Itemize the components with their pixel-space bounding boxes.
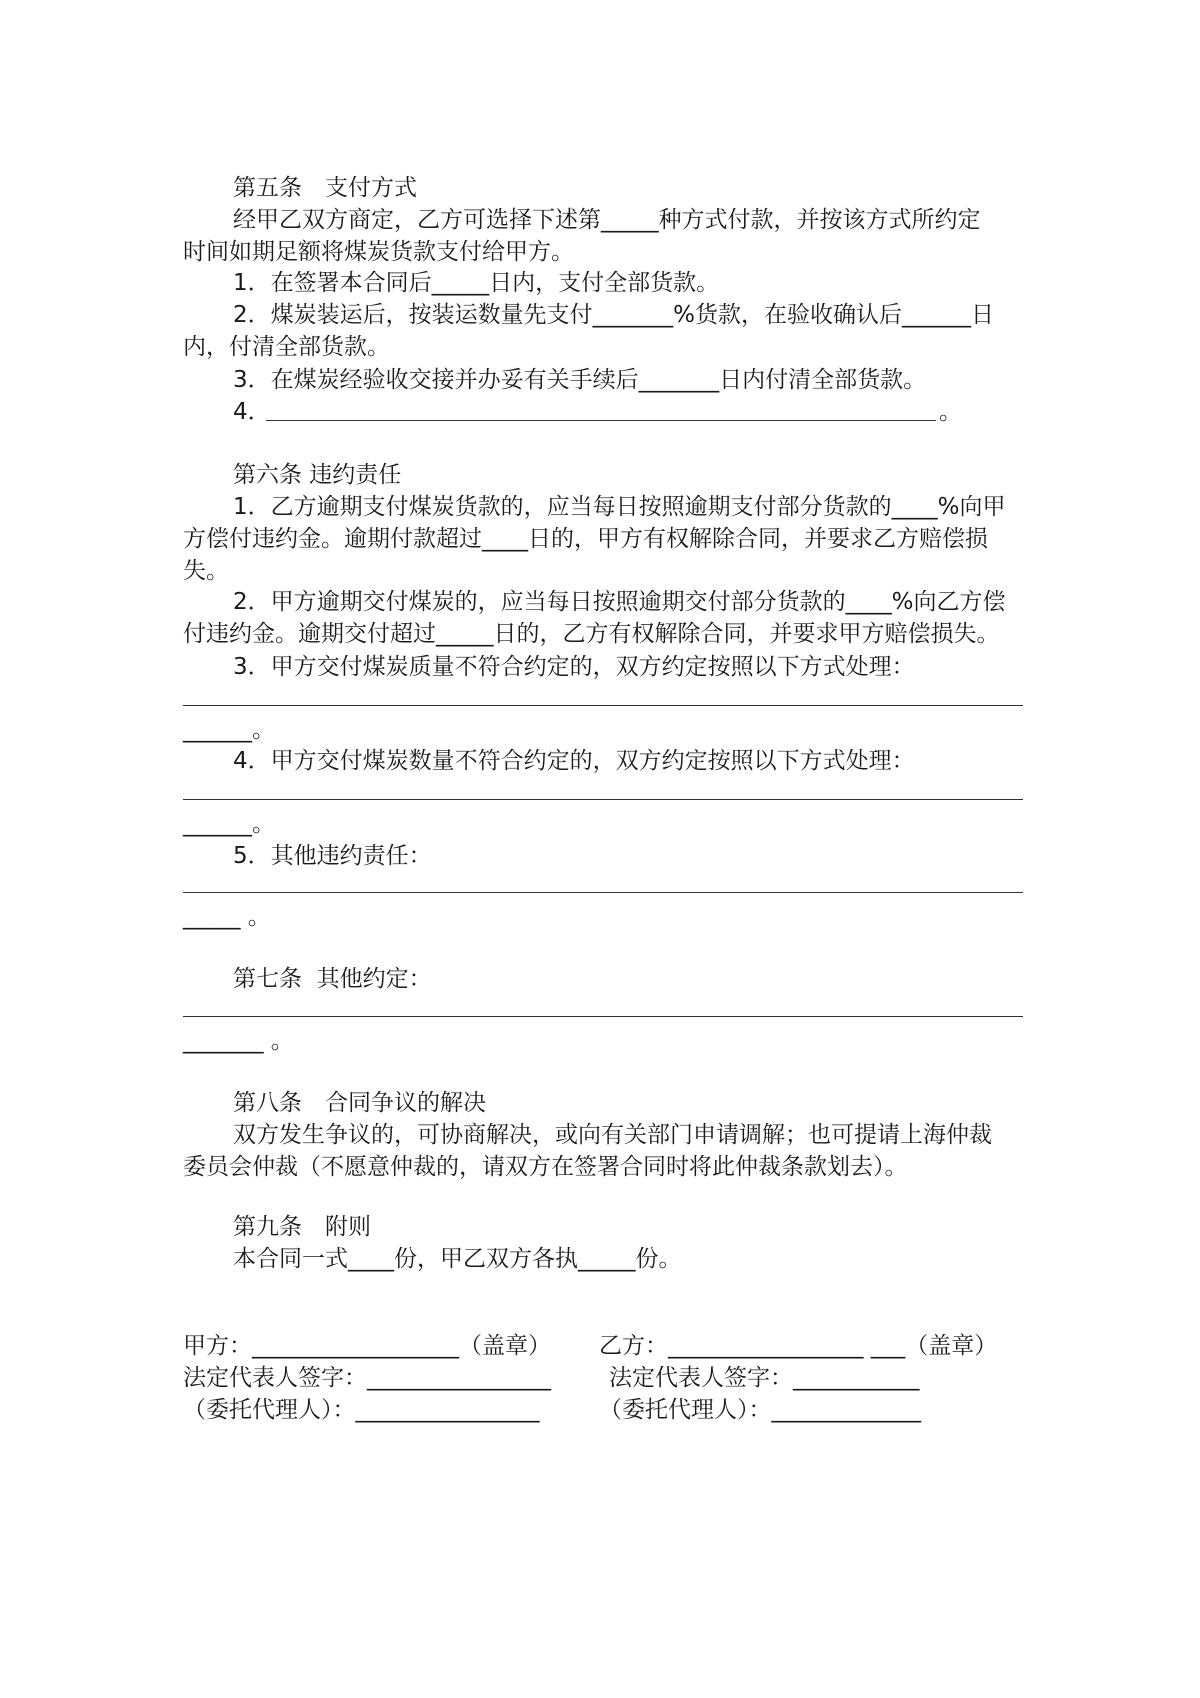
article-6-item-2-line-2: 付违约金。逾期交付超过_____日的，乙方有权解除合同，并要求甲方赔偿损失。 [183,621,1000,647]
article-6-item-3-blank-line [183,705,1023,706]
article-5-item-2-line-1: 2．煤炭装运后，按装运数量先支付_______%货款，在验收确认后______日 [233,302,994,328]
article-6-item-4: 4．甲方交付煤炭数量不符合约定的，双方约定按照以下方式处理： [233,748,915,774]
party-a-legal-representative: 法定代表人签字：________________ [183,1365,551,1391]
article-6-item-3: 3．甲方交付煤炭质量不符合约定的，双方约定按照以下方式处理： [233,654,915,680]
article-9-title: 第九条 附则 [233,1214,371,1240]
article-5-item-3: 3．在煤炭经验收交接并办妥有关手续后_______日内付清全部货款。 [233,367,927,393]
party-a-signature: 甲方：__________________（盖章） [183,1333,551,1359]
article-6-item-4-end: ______。 [183,811,275,837]
party-b-legal-representative: 法定代表人签字：___________ [609,1365,920,1391]
article-6-item-5-end: _____ 。 [183,904,271,930]
article-6-item-5: 5．其他违约责任： [233,843,432,869]
article-5-item-4-blank [266,420,936,421]
article-6-item-1-line-1: 1．乙方逾期支付煤炭货款的，应当每日按照逾期支付部分货款的____%向甲 [233,494,1006,520]
article-6-item-1-line-2: 方偿付违约金。逾期付款超过____日的，甲方有权解除合同，并要求乙方赔偿损 [183,526,988,552]
article-8-paragraph-line-2: 委员会仲裁（不愿意仲裁的，请双方在签署合同时将此仲裁条款划去）。 [183,1154,908,1180]
article-5-paragraph-line-1: 经甲乙双方商定，乙方可选择下述第_____种方式付款，并按该方式所约定 [233,207,981,233]
party-b-signature: 乙方：_________________ ___（盖章） [599,1333,998,1359]
article-5-item-4-number: 4． [233,399,271,425]
article-8-paragraph-line-1: 双方发生争议的，可协商解决，或向有关部门申请调解；也可提请上海仲裁 [233,1122,992,1148]
article-6-title: 第六条 违约责任 [233,462,402,488]
article-9-paragraph: 本合同一式____份，甲乙双方各执_____份。 [233,1246,682,1272]
article-6-item-5-blank-line [183,892,1023,893]
article-6-item-2-line-1: 2．甲方逾期交付煤炭的，应当每日按照逾期交付部分货款的____%向乙方偿 [233,589,1006,615]
article-7-blank-line [183,1016,1023,1017]
party-b-agent: （委托代理人）：_____________ [599,1397,921,1423]
article-5-title: 第五条 支付方式 [233,175,417,201]
article-5-item-1: 1．在签署本合同后_____日内，支付全部货款。 [233,270,720,296]
article-5-paragraph-line-2: 时间如期足额将煤炭货款支付给甲方。 [183,239,574,265]
article-6-item-4-blank-line [183,799,1023,800]
article-5-item-4-end: 。 [939,399,962,425]
article-6-item-3-end: ______。 [183,717,275,743]
article-7-end: _______ 。 [183,1028,294,1054]
article-7-title: 第七条 其他约定： [233,966,432,992]
article-6-item-1-line-3: 失。 [183,558,229,584]
article-5-item-2-line-2: 内，付清全部货款。 [183,334,390,360]
party-a-agent: （委托代理人）：________________ [183,1397,540,1423]
article-8-title: 第八条 合同争议的解决 [233,1090,486,1116]
